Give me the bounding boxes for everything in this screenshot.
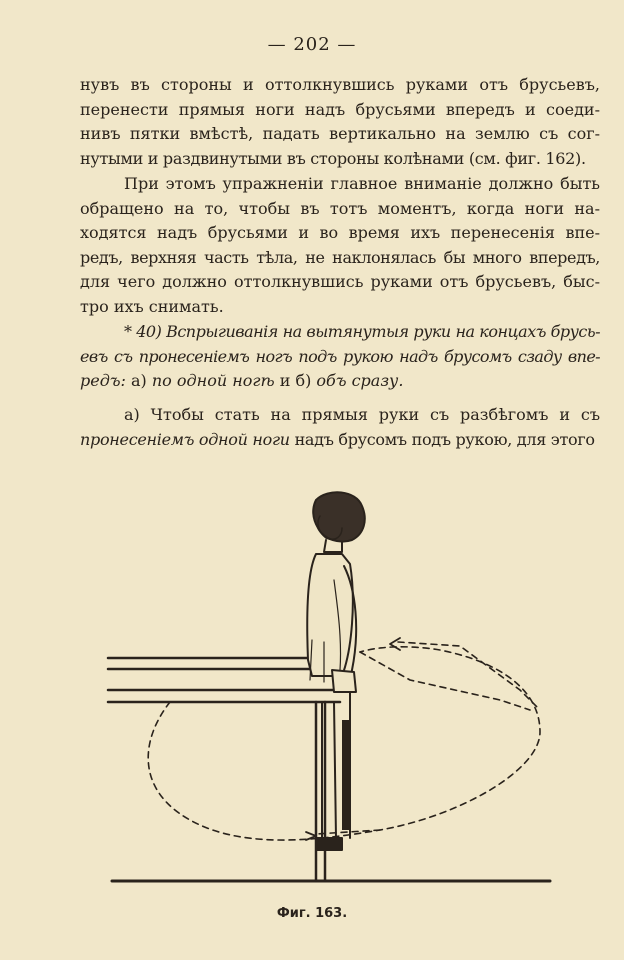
exercise-title-line: евъ съ пронесеніемъ ногъ подъ рукою надъ брусомъ сзаду впе- [80, 346, 600, 366]
paragraph-attention [80, 172, 600, 319]
plain-text: надъ брусомъ подъ рукою, для этого [294, 429, 595, 449]
paragraph-continued [80, 73, 600, 171]
italic-text: по одной ногѣ [151, 371, 275, 390]
text-line: ходятся надъ брусьями и во время ихъ перенесенія впе- [80, 223, 600, 242]
italic-text: пронесеніемъ одной ноги [80, 429, 290, 449]
figure-caption: Фиг. 163. [276, 906, 348, 921]
parallel-bars [108, 658, 340, 881]
text-line: нивъ пятки вмѣстѣ, падать вертикально на землю съ сог- [80, 124, 600, 143]
exercise-title-line: * 40) Вспрыгиванія на вытянутыя руки на концахъ брусь- [124, 322, 600, 341]
italic-text: редъ: [80, 371, 126, 390]
exercise-heading [80, 320, 600, 394]
arrow-head-top [390, 638, 400, 650]
text-line [80, 428, 600, 453]
text-line: редъ, верхняя часть тѣла, не наклонялась бы много впередъ, [80, 247, 600, 267]
figure-163-illustration [80, 470, 590, 890]
text-line: а) Чтобы стать на прямыя руки съ разбѣгомъ и съ [124, 405, 600, 424]
italic-text: объ сразу. [316, 371, 404, 390]
text-line: обращено на то, чтобы въ тотъ моментъ, когда ноги на- [80, 198, 600, 218]
page-number: — 202 — [267, 34, 357, 55]
text-line: нутыми и раздвинутыми въ стороны колѣнами (см. фиг. 162). [80, 148, 586, 168]
plain-text: а) [131, 371, 147, 390]
plain-text: и б) [279, 371, 312, 390]
text-line: для чего должно оттолкнувшись руками отъ брусьевъ, быс- [80, 272, 600, 291]
text-line: нувъ въ стороны и оттолкнувшись руками отъ брусьевъ, [80, 75, 600, 94]
text-line: тро ихъ снимать. [80, 296, 224, 316]
exercise-title-line [80, 369, 600, 394]
paragraph-exercise-a [80, 403, 600, 452]
text-line: перенести прямыя ноги надъ брусьями впередъ и соеди- [80, 99, 600, 119]
text-line: При этомъ упражненіи главное вниманіе должно быть [124, 174, 600, 193]
